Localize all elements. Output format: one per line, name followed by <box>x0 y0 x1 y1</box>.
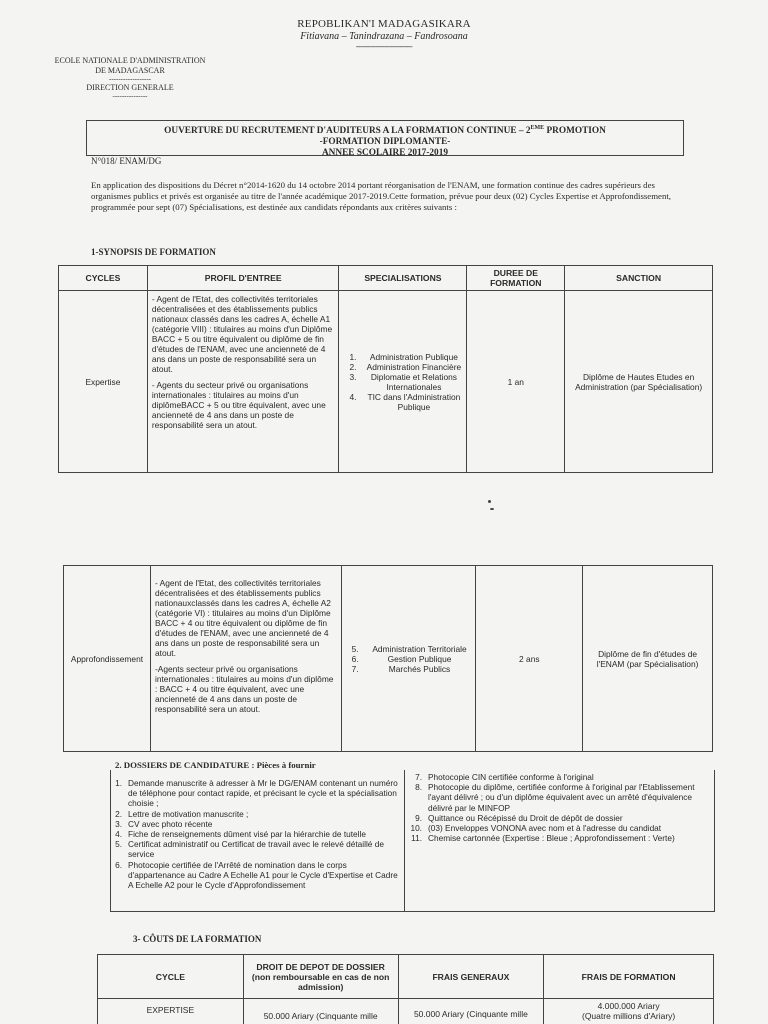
spec-label: Administration Territoriale <box>372 643 467 654</box>
doc-text: (03) Enveloppes VONONA avec nom et à l'adresse du candidat <box>428 823 662 834</box>
doc-number: 4. <box>115 829 122 840</box>
list-item <box>342 654 476 664</box>
list-item <box>410 782 715 813</box>
title-line1 <box>87 123 683 137</box>
section1-heading: 1-SYNOPSIS DE FORMATION <box>91 247 216 257</box>
list-item <box>410 833 715 843</box>
col-header-specialisations: SPECIALISATIONS <box>339 266 467 291</box>
spec-label: Administration Financière <box>366 361 462 372</box>
frais-generaux-cell: 50.000 Ariary (Cinquante mille <box>398 999 544 1024</box>
synopsis-table <box>58 265 713 473</box>
list-item <box>342 664 476 674</box>
doc-text: Chemise cartonnée (Expertise : Bleue ; Approfondissement : Verte) <box>428 833 675 844</box>
title-line2: -FORMATION DIPLOMANTE- <box>319 137 451 148</box>
profil-private: - Agents du secteur privé ou organisations internationales : titulaires au moins d'un diplômeBACC + 5 ou titre équivalent, avec une ancienneté de 4 ans dans un poste de responsabilité sera un atout. <box>151 380 326 430</box>
spec-number: 2. <box>349 361 357 372</box>
droit-header-line2: (non remboursable en cas de non admission) <box>251 971 390 992</box>
costs-table <box>97 954 714 1024</box>
list-item <box>339 392 466 412</box>
list-item <box>410 813 715 823</box>
list-item <box>110 860 400 891</box>
frais-formation-amount: 4.000.000 Ariary <box>597 1001 660 1011</box>
doc-number: 7. <box>415 772 422 782</box>
direction-divider: --------------- <box>112 92 148 100</box>
spec-number: 4. <box>349 391 357 402</box>
doc-number: 6. <box>115 859 122 870</box>
col-header-profil: PROFIL D'ENTREE <box>147 266 339 291</box>
list-item <box>339 372 466 392</box>
profil-cell <box>147 291 339 473</box>
doc-number: 9. <box>415 812 422 823</box>
frais-formation-cell <box>544 999 714 1024</box>
list-item <box>110 778 400 809</box>
doc-number: 10. <box>410 823 422 834</box>
list-item <box>110 839 400 859</box>
school-divider: ------------------ <box>109 75 151 83</box>
title-line1-text: OUVERTURE DU RECRUTEMENT D'AUDITEURS A LA FORMATION CONTINUE – 2 <box>164 126 531 137</box>
doc-text: Photocopie CIN certifiée conforme à l'original <box>428 772 594 782</box>
title-line3: ANNEE SCOLAIRE 2017-2019 <box>321 148 449 159</box>
spec-label: TIC dans l'Administration Publique <box>367 391 461 412</box>
spec-label: Administration Publique <box>369 351 458 362</box>
list-item <box>110 819 400 829</box>
profil-public: - Agent de l'Etat, des collectivités territoriales décentralisées et des établissements publics nationauxclassés dans les cadres A, échelle A2 (catégorie VI) : titulaires au moins d'un Diplôme BACC + 4 ou titre équivalent ou diplôme de fin d'études de l'ENAM, avec une ancienneté de 4 ans dans un poste de responsabilité sera un atout. <box>154 578 331 658</box>
col-header-cycle: CYCLE <box>98 955 244 999</box>
doc-number: 2. <box>115 808 122 819</box>
profil-public: - Agent de l'Etat, des collectivités territoriales décentralisées et des établissements publics nationaux classés dans les cadres A, échelle A1 (catégorie VIII) : titulaires au moins d'un Diplôme BACC + 5 ou titre équivalent ou diplôme de fin d'études de l'ENAM, avec une ancienneté de 4 ans dans un poste de responsabilité sera un atout. <box>151 294 333 374</box>
republic-title: REPOBLIKAN'I MADAGASIKARA <box>297 18 471 30</box>
specialisations-cell <box>339 291 467 473</box>
scan-speck <box>488 500 491 503</box>
documents-list-left <box>110 778 400 890</box>
col-header-frais-generaux: FRAIS GENERAUX <box>398 955 544 999</box>
section2-heading: 2. DOSSIERS DE CANDIDATURE : Pièces à fournir <box>115 760 316 770</box>
table-row <box>64 566 713 752</box>
title-line1-suffix: PROMOTION <box>544 126 606 137</box>
title-superscript: EME <box>530 125 545 131</box>
direction-label: DIRECTION GENERALE <box>86 83 174 92</box>
spec-number: 3. <box>349 371 357 382</box>
cycle-cell: Approfondissement <box>64 566 151 752</box>
documents-list-right <box>410 772 715 843</box>
school-name-line2: DE MADAGASCAR <box>95 66 165 75</box>
col-header-sanction: SANCTION <box>565 266 713 291</box>
intro-paragraph: En application des dispositions du Décret n°2014-1620 du 14 octobre 2014 portant réorganisation de l'ENAM, une formation continue des cadres supérieurs des organismes publics et privés est organisée au titre de l'année académique 2017-2019.Cette formation, prévue pour deux (02) Cycles Expertise et Approfondissement, programmée pour sept (07) Spécialisations, est destinée aux candidats répondants aux critères suivants : <box>91 180 671 213</box>
duree-cell: 2 ans <box>476 566 583 752</box>
spec-number: 7. <box>351 663 359 674</box>
document-title-box <box>86 120 684 159</box>
profil-cell <box>150 566 341 752</box>
specialisations-cell <box>341 566 476 752</box>
doc-number: 3. <box>115 818 122 829</box>
col-header-droit <box>243 955 398 999</box>
list-item <box>339 362 466 372</box>
costs-header-row <box>98 955 714 999</box>
doc-text: Lettre de motivation manuscrite ; <box>128 808 249 819</box>
col-header-duree: DUREE DE FORMATION <box>467 266 565 291</box>
table-row <box>59 291 713 473</box>
national-motto: Fitiavana – Tanindrazana – Fandrosoana <box>300 31 468 42</box>
doc-text: Photocopie certifiée de l'Arrêté de nomination dans le corps d'appartenance au Cadre A Echelle A1 pour le Cycle d'Expertise et Cadre A Echelle A2 pour le Cycle d'Approfondissement <box>128 859 398 891</box>
doc-text: Certificat administratif ou Certificat de travail avec le relevé détaillé de service <box>128 839 384 860</box>
list-item <box>342 644 476 654</box>
reference-number: N°018/ ENAM/DG <box>91 156 162 166</box>
frais-formation-words: (Quatre millions d'Ariary) <box>581 1011 676 1021</box>
cycle-cell: Expertise <box>59 291 148 473</box>
list-item <box>410 823 715 833</box>
doc-number: 1. <box>115 778 122 788</box>
doc-number: 11. <box>411 833 422 844</box>
spec-label: Gestion Publique <box>387 653 452 664</box>
list-item <box>410 772 715 782</box>
spec-number: 6. <box>351 653 359 664</box>
spec-number: 5. <box>351 643 359 654</box>
section3-heading: 3- CÔUTS DE LA FORMATION <box>133 934 262 944</box>
doc-text: Fiche de renseignements dûment visé par la hiérarchie de tutelle <box>128 829 366 840</box>
synopsis-header-row <box>59 266 713 291</box>
documents-column-divider <box>404 770 405 912</box>
doc-number: 5. <box>115 839 122 850</box>
sanction-cell: Diplôme de fin d'études de l'ENAM (par Spécialisation) <box>583 566 713 752</box>
droit-header-line1: DROIT DE DEPOT DE DOSSIER <box>256 961 385 972</box>
droit-cell: 50.000 Ariary (Cinquante mille <box>243 999 398 1024</box>
doc-text: Demande manuscrite à adresser à Mr le DG/ENAM contenant un numéro de téléphone pour contact rapide, et précisant le cycle et la spécialisation choisie ; <box>128 778 398 809</box>
school-name-line1: ECOLE NATIONALE D'ADMINISTRATION <box>54 56 206 65</box>
header-divider: -------------------------- <box>355 42 413 51</box>
doc-text: CV avec photo récente <box>128 818 213 829</box>
table-row <box>98 999 714 1024</box>
doc-text: Photocopie du diplôme, certifiée conforme à l'original par l'Etablissement l'ayant délivré ; ou d'un diplôme équivalent avec un arrêté d'équivalence délivré par le MINFOP <box>428 782 695 813</box>
doc-number: 8. <box>415 782 422 793</box>
school-name <box>40 56 220 76</box>
doc-text: Quittance ou Récépissé du Droit de dépôt de dossier <box>428 812 623 823</box>
synopsis-table-continued <box>63 565 713 752</box>
profil-private: -Agents secteur privé ou organisations internationales : titulaires au moins d'un diplôme : BACC + 4 ou titre équivalent, avec une ancienneté de 4 ans dans un poste de responsabilité sera un atout. <box>154 664 334 714</box>
cycle-cell: EXPERTISE <box>98 999 244 1024</box>
spec-label: Marchés Publics <box>388 663 451 674</box>
col-header-frais-formation: FRAIS DE FORMATION <box>544 955 714 999</box>
scan-speck <box>490 508 494 510</box>
list-item <box>339 352 466 362</box>
spec-label: Diplomatie et Relations Internationales <box>370 371 457 392</box>
duree-cell: 1 an <box>467 291 565 473</box>
spec-number: 1. <box>349 351 357 362</box>
col-header-cycles: CYCLES <box>59 266 148 291</box>
sanction-cell: Diplôme de Hautes Etudes en Administration (par Spécialisation) <box>565 291 713 473</box>
list-item <box>110 829 400 839</box>
list-item <box>110 809 400 819</box>
